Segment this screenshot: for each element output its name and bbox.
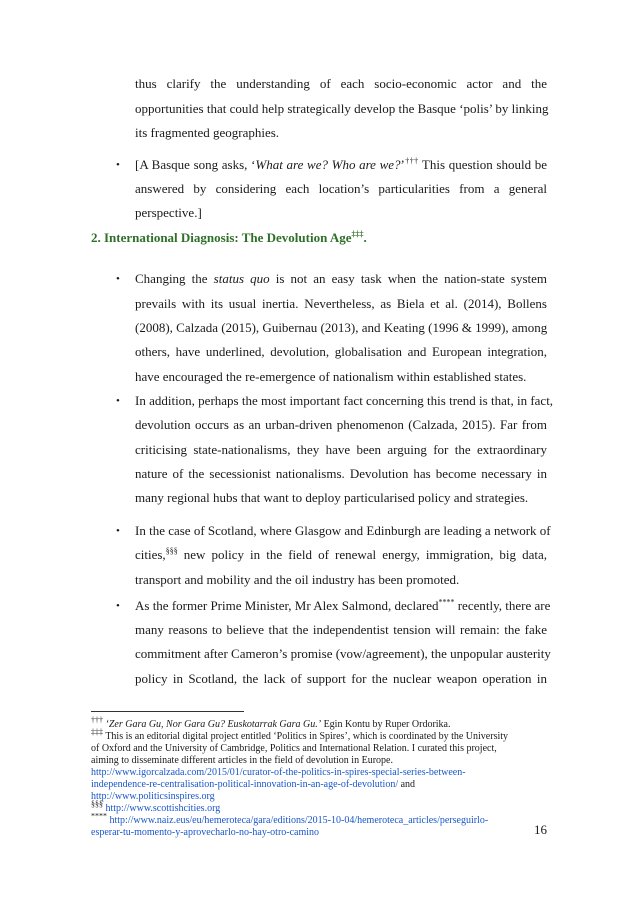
- song-line: [A Basque song asks, ‘What are we? Who are we?’††† This question should be: [135, 156, 548, 172]
- bullet-icon: •: [116, 600, 120, 612]
- bullet-line: many regional hubs that want to deploy particularised policy and strategies.: [135, 490, 529, 505]
- bullet-line: (2008), Calzada (2015), Guibernau (2013), and Keating (1996 & 1999), among: [135, 320, 548, 335]
- footnote: ‡‡‡ This is an editorial digital project entitled ‘Politics in Spires’, which is coordinated by the University: [91, 727, 509, 742]
- song-line: perspective.]: [135, 205, 202, 220]
- bullet-line: policy in Scotland, the lack of support for the nuclear weapon operation in: [135, 671, 547, 686]
- bullet-line: others, have underlined, devolution, globalisation and European integration,: [135, 344, 547, 359]
- bullet-icon: •: [116, 159, 120, 171]
- footnote-separator: [91, 711, 244, 712]
- bullet-line: criticising state-nationalisms, they have been arguing for the extraordinary: [135, 442, 547, 457]
- footnote-line: aiming to disseminate different articles in the field of devolution in Europe.: [91, 755, 393, 766]
- bullet-line: devolution occurs as an urban-driven phenomenon (Calzada, 2015). Far from: [135, 417, 547, 432]
- bullet-icon: •: [116, 395, 120, 407]
- bullet-line: transport and mobility and the oil industry has been promoted.: [135, 572, 460, 587]
- song-line: answered by considering each location’s particularities from a general: [135, 181, 547, 196]
- footnote-marker: ‡‡‡: [351, 229, 364, 239]
- footnote-link[interactable]: http://www.scottishcities.org: [103, 803, 221, 814]
- footnote: §§§ http://www.scottishcities.org: [91, 799, 221, 814]
- bullet-line: have encouraged the re-emergence of nationalism within established states.: [135, 369, 527, 384]
- bullet-line: commitment after Cameron’s promise (vow/agreement), the unpopular austerity: [135, 646, 551, 661]
- footnote-link[interactable]: independence-re-centralisation-political-innovation-in-an-age-of-devolution/: [91, 779, 399, 790]
- paragraph-line: thus clarify the understanding of each socio-economic actor and the: [135, 76, 547, 91]
- section-heading: 2. International Diagnosis: The Devolution Age‡‡‡.: [91, 229, 367, 245]
- bullet-icon: •: [116, 525, 120, 537]
- bullet-icon: •: [116, 273, 120, 285]
- bullet-line: As the former Prime Minister, Mr Alex Salmond, declared**** recently, there are: [135, 597, 551, 613]
- footnote-marker: †††: [404, 156, 419, 166]
- bullet-line: cities,§§§ new policy in the field of renewal energy, immigration, big data,: [135, 546, 547, 562]
- footnote-link[interactable]: http://www.igorcalzada.com/2015/01/curator-of-the-politics-in-spires-special-series-between-: [91, 767, 466, 778]
- footnote-marker: §§§: [165, 546, 178, 556]
- bullet-line: nature of the secessionist nationalisms. Devolution has become necessary in: [135, 466, 547, 481]
- footnote-marker: ****: [438, 597, 455, 607]
- bullet-line: many reasons to believe that the independentist tension will remain: the fake: [135, 622, 547, 637]
- paragraph-line: opportunities that could help strategically develop the Basque ‘polis’ by linking: [135, 101, 549, 116]
- bullet-line: In the case of Scotland, where Glasgow and Edinburgh are leading a network of: [135, 523, 551, 538]
- bullet-line: In addition, perhaps the most important fact concerning this trend is that, in fact,: [135, 393, 554, 408]
- bullet-line: prevails with its usual inertia. Nevertheless, as Biela et al. (2014), Bollens: [135, 296, 547, 311]
- bullet-line: Changing the status quo is not an easy task when the nation-state system: [135, 271, 547, 286]
- footnote-link[interactable]: http://www.naiz.eus/eu/hemeroteca/gara/editions/2015-10-04/hemeroteca_articles/perseguirlo-: [107, 815, 489, 826]
- page-number: 16: [534, 822, 547, 837]
- footnote-link[interactable]: http://www.politicsinspires.org: [91, 791, 215, 802]
- paragraph-line: its fragmented geographies.: [135, 125, 280, 140]
- footnote-link[interactable]: esperar-tu-momento-y-aprovecharlo-no-hay-otro-camino: [91, 827, 320, 838]
- footnote-line: independence-re-centralisation-political-innovation-in-an-age-of-devolution/ and: [91, 779, 416, 790]
- footnote: ††† ‘Zer Gara Gu, Nor Gara Gu? Euskotarrak Gara Gu.’ Egin Kontu by Ruper Ordorika.: [91, 715, 451, 730]
- footnote-line: of Oxford and the University of Cambridge, Politics and International Relation. I curated this project,: [91, 743, 497, 754]
- footnote: **** http://www.naiz.eus/eu/hemeroteca/gara/editions/2015-10-04/hemeroteca_articles/perseguirlo-: [91, 811, 489, 826]
